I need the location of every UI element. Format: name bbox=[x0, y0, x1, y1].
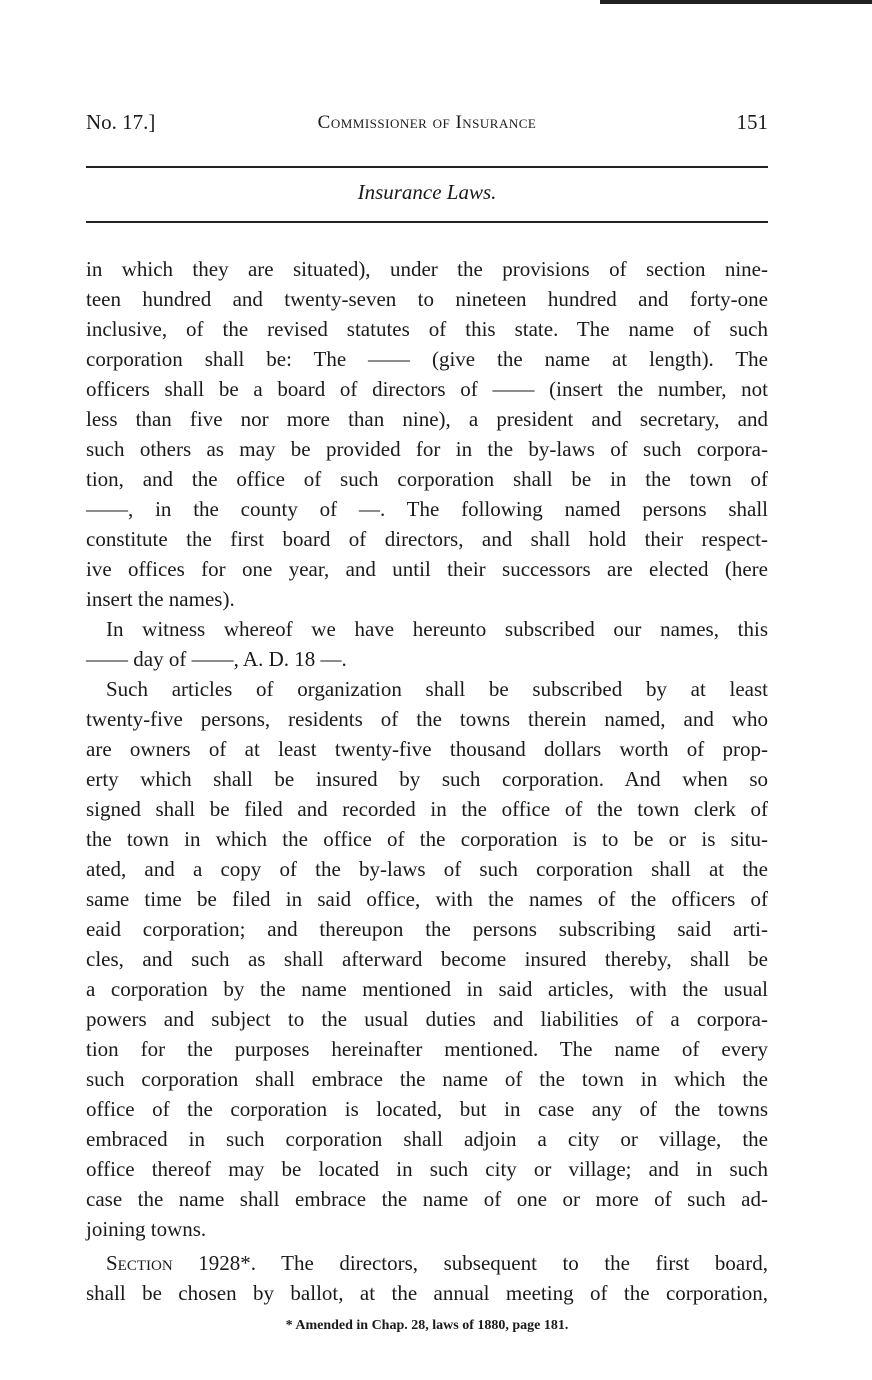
text-line: tion for the purposes hereinafter mentioned. The name of every bbox=[86, 1037, 768, 1061]
text-line: same time be filed in said office, with the names of the officers of bbox=[86, 887, 768, 911]
running-header bbox=[86, 110, 768, 140]
text-line: corporation shall be: The —— (give the name at length). The bbox=[86, 347, 768, 371]
text-line: cles, and such as shall afterward become insured thereby, shall be bbox=[86, 947, 768, 971]
footnote: * Amended in Chap. 28, laws of 1880, page 181. bbox=[285, 1318, 569, 1333]
text-line: a corporation by the name mentioned in said articles, with the usual bbox=[86, 977, 768, 1001]
text-line: constitute the first board of directors, and shall hold their respect- bbox=[86, 527, 768, 551]
text-line: such others as may be provided for in the by-laws of such corpora- bbox=[86, 437, 768, 461]
text-line: office thereof may be located in such city or village; and in such bbox=[86, 1157, 768, 1181]
text-line: officers shall be a board of directors of —— (insert the number, not bbox=[86, 377, 768, 401]
section-title: Insurance Laws. bbox=[357, 180, 497, 204]
text-line: joining towns. bbox=[86, 1217, 207, 1241]
text-line: eaid corporation; and thereupon the persons subscribing said arti- bbox=[86, 917, 768, 941]
header-rule-bottom bbox=[86, 221, 768, 223]
paragraph-4 bbox=[86, 1248, 768, 1308]
document-number: No. 17.] bbox=[86, 110, 156, 134]
section-label: Section 1928*. bbox=[106, 1251, 256, 1275]
text-line: less than five nor more than nine), a president and secretary, and bbox=[86, 407, 768, 431]
text-line: powers and subject to the usual duties and liabilities of a corpora- bbox=[86, 1007, 768, 1031]
page-edge-mark bbox=[600, 0, 872, 4]
text-line: teen hundred and twenty-seven to nineteen hundred and forty-one bbox=[86, 287, 768, 311]
paragraph-1 bbox=[86, 254, 768, 614]
text-line: in which they are situated), under the provisions of section nine- bbox=[86, 257, 768, 281]
text-line: are owners of at least twenty-five thousand dollars worth of prop- bbox=[86, 737, 768, 761]
text-line: shall be chosen by ballot, at the annual meeting of the corporation, bbox=[86, 1281, 768, 1305]
text-line: erty which shall be insured by such corporation. And when so bbox=[86, 767, 768, 791]
text-line: such corporation shall embrace the name of the town in which the bbox=[86, 1067, 768, 1091]
text-line: embraced in such corporation shall adjoin a city or village, the bbox=[86, 1127, 768, 1151]
text-line: case the name shall embrace the name of one or more of such ad- bbox=[86, 1187, 768, 1211]
text-line: ated, and a copy of the by-laws of such corporation shall at the bbox=[86, 857, 768, 881]
text-line: —— day of ——, A. D. 18 —. bbox=[86, 647, 347, 671]
section-text: The directors, subsequent to the first board, bbox=[255, 1251, 768, 1275]
text-line: insert the names). bbox=[86, 587, 235, 611]
text-line: ive offices for one year, and until their successors are elected (here bbox=[86, 557, 768, 581]
body-text bbox=[86, 254, 768, 1308]
text-line: signed shall be filed and recorded in the office of the town clerk of bbox=[86, 797, 768, 821]
text-line: tion, and the office of such corporation shall be in the town of bbox=[86, 467, 768, 491]
text-line: inclusive, of the revised statutes of this state. The name of such bbox=[86, 317, 768, 341]
text-line: Such articles of organization shall be subscribed by at least bbox=[106, 677, 768, 701]
running-title: Commissioner of Insurance bbox=[317, 112, 537, 133]
page-number: 151 bbox=[736, 110, 768, 134]
text-line: In witness whereof we have hereunto subscribed our names, this bbox=[106, 617, 768, 641]
text-line: ——, in the county of —. The following named persons shall bbox=[86, 497, 768, 521]
paragraph-3 bbox=[86, 674, 768, 1244]
text-line: the town in which the office of the corporation is to be or is situ- bbox=[86, 827, 768, 851]
text-line: twenty-five persons, residents of the towns therein named, and who bbox=[86, 707, 768, 731]
text-line bbox=[86, 1248, 768, 1278]
header-rule-top bbox=[86, 166, 768, 168]
paragraph-2 bbox=[86, 614, 768, 674]
text-line: office of the corporation is located, but in case any of the towns bbox=[86, 1097, 768, 1121]
